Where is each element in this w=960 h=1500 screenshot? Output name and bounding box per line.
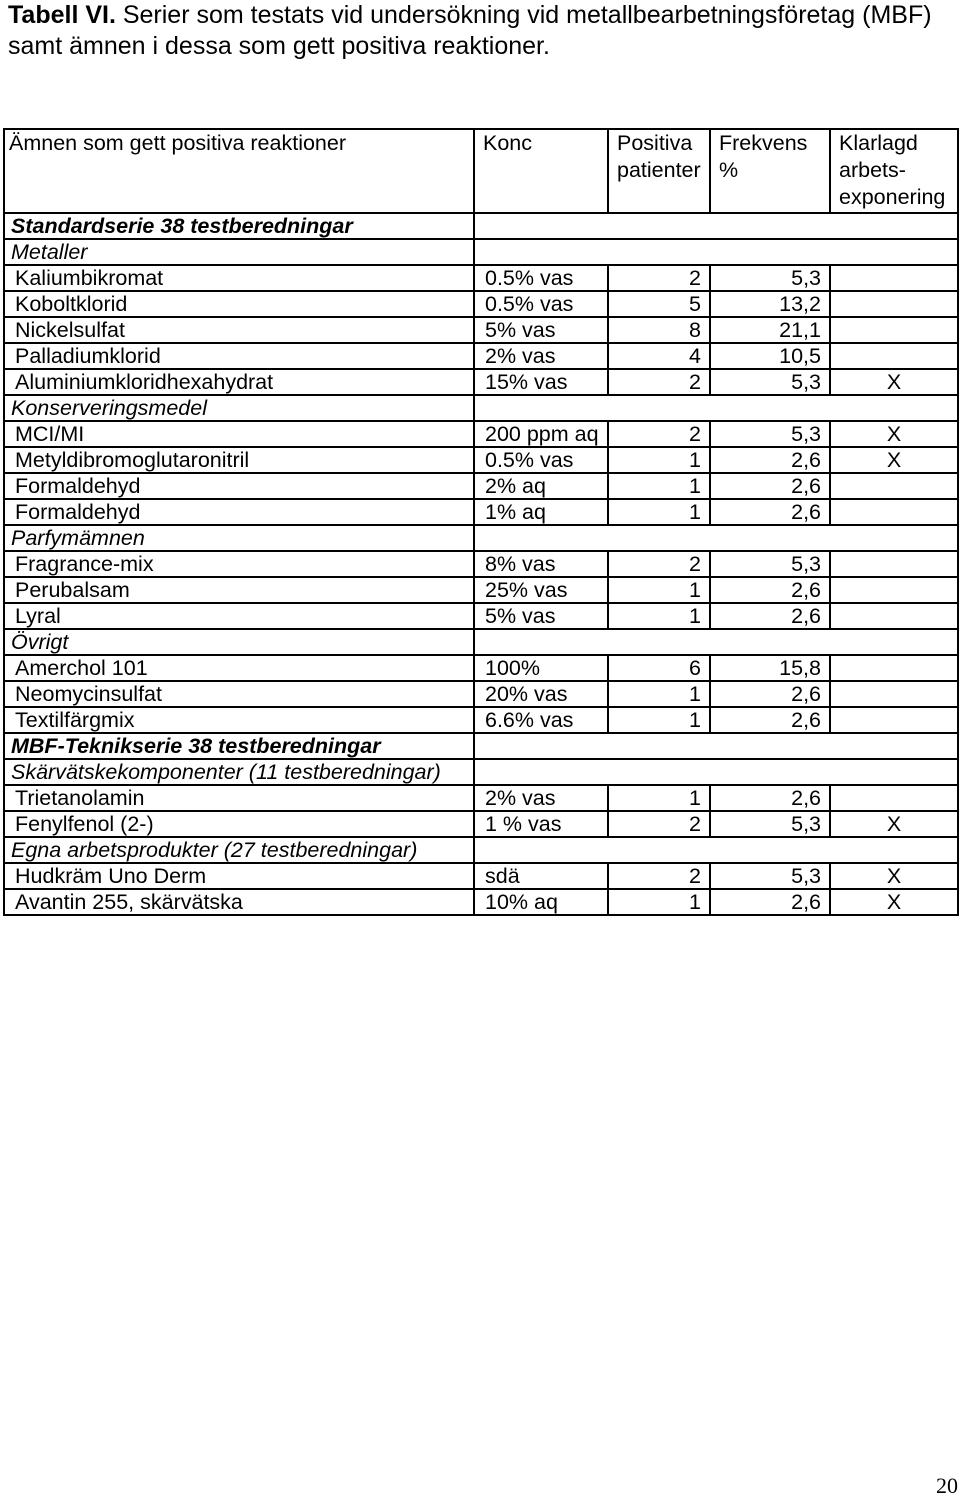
empty-cell xyxy=(608,213,710,239)
empty-cell xyxy=(830,239,958,265)
category-heading: Övrigt xyxy=(4,629,474,655)
frequency-cell: 5,3 xyxy=(710,863,830,889)
empty-cell xyxy=(474,837,608,863)
exposure-cell xyxy=(830,707,958,733)
substance-cell: Metyldibromoglutaronitril xyxy=(4,447,474,473)
concentration-cell: 10% aq xyxy=(474,889,608,915)
table-row xyxy=(4,551,958,577)
page-number: 20 xyxy=(936,1473,958,1498)
patients-cell: 2 xyxy=(608,551,710,577)
concentration-cell: 100% xyxy=(474,655,608,681)
frequency-cell: 5,3 xyxy=(710,369,830,395)
substance-cell: Palladiumklorid xyxy=(4,343,474,369)
substance-cell: Fragrance-mix xyxy=(4,551,474,577)
empty-cell xyxy=(830,837,958,863)
category-heading-row xyxy=(4,525,958,551)
substance-cell: Neomycinsulfat xyxy=(4,681,474,707)
concentration-cell: 200 ppm aq xyxy=(474,421,608,447)
frequency-cell: 2,6 xyxy=(710,681,830,707)
exposure-cell: X xyxy=(830,447,958,473)
exposure-cell: X xyxy=(830,369,958,395)
empty-cell xyxy=(474,213,608,239)
empty-cell xyxy=(830,733,958,759)
table-row xyxy=(4,863,958,889)
concentration-cell: 0.5% vas xyxy=(474,447,608,473)
empty-cell xyxy=(830,213,958,239)
exposure-cell xyxy=(830,499,958,525)
table-row xyxy=(4,499,958,525)
table-row xyxy=(4,889,958,915)
frequency-cell: 15,8 xyxy=(710,655,830,681)
table-row xyxy=(4,473,958,499)
substance-cell: Aluminiumkloridhexahydrat xyxy=(4,369,474,395)
table-row xyxy=(4,447,958,473)
category-heading: Egna arbetsprodukter (27 testberedningar) xyxy=(4,837,474,863)
frequency-cell: 13,2 xyxy=(710,291,830,317)
table-row xyxy=(4,343,958,369)
exposure-cell xyxy=(830,317,958,343)
concentration-cell: 2% vas xyxy=(474,785,608,811)
exposure-cell xyxy=(830,785,958,811)
patients-cell: 2 xyxy=(608,421,710,447)
exposure-cell xyxy=(830,681,958,707)
frequency-cell: 21,1 xyxy=(710,317,830,343)
exposure-cell xyxy=(830,343,958,369)
table-row xyxy=(4,265,958,291)
table-row xyxy=(4,369,958,395)
frequency-cell: 5,3 xyxy=(710,551,830,577)
empty-cell xyxy=(608,525,710,551)
patients-cell: 1 xyxy=(608,785,710,811)
concentration-cell: 1 % vas xyxy=(474,811,608,837)
substance-cell: Koboltklorid xyxy=(4,291,474,317)
exposure-cell xyxy=(830,551,958,577)
frequency-cell: 2,6 xyxy=(710,447,830,473)
empty-cell xyxy=(608,837,710,863)
concentration-cell: 15% vas xyxy=(474,369,608,395)
concentration-cell: 2% aq xyxy=(474,473,608,499)
empty-cell xyxy=(710,629,830,655)
table-row xyxy=(4,291,958,317)
substance-cell: Nickelsulfat xyxy=(4,317,474,343)
empty-cell xyxy=(830,759,958,785)
category-heading: Konserveringsmedel xyxy=(4,395,474,421)
category-heading-row xyxy=(4,239,958,265)
header-patients: Positiva patienter xyxy=(608,129,710,213)
table-row xyxy=(4,577,958,603)
exposure-cell: X xyxy=(830,889,958,915)
caption-label: Tabell VI. xyxy=(8,1,116,29)
table-row xyxy=(4,655,958,681)
empty-cell xyxy=(474,395,608,421)
header-exposure: Klarlagd arbets-exponering xyxy=(830,129,958,213)
category-heading-row xyxy=(4,837,958,863)
empty-cell xyxy=(474,759,608,785)
empty-cell xyxy=(710,213,830,239)
patients-cell: 5 xyxy=(608,291,710,317)
patients-cell: 2 xyxy=(608,863,710,889)
concentration-cell: 2% vas xyxy=(474,343,608,369)
empty-cell xyxy=(474,525,608,551)
concentration-cell: 8% vas xyxy=(474,551,608,577)
frequency-cell: 2,6 xyxy=(710,499,830,525)
empty-cell xyxy=(710,239,830,265)
empty-cell xyxy=(474,733,608,759)
empty-cell xyxy=(710,733,830,759)
table-row xyxy=(4,603,958,629)
category-heading-row xyxy=(4,395,958,421)
patients-cell: 2 xyxy=(608,369,710,395)
patients-cell: 2 xyxy=(608,811,710,837)
exposure-cell xyxy=(830,577,958,603)
substance-cell: Perubalsam xyxy=(4,577,474,603)
series-heading-row xyxy=(4,213,958,239)
table-row xyxy=(4,811,958,837)
frequency-cell: 10,5 xyxy=(710,343,830,369)
concentration-cell: 25% vas xyxy=(474,577,608,603)
category-heading: Parfymämnen xyxy=(4,525,474,551)
frequency-cell: 5,3 xyxy=(710,265,830,291)
substance-cell: Trietanolamin xyxy=(4,785,474,811)
empty-cell xyxy=(608,733,710,759)
exposure-cell xyxy=(830,473,958,499)
empty-cell xyxy=(710,837,830,863)
category-heading-row xyxy=(4,759,958,785)
substance-cell: Formaldehyd xyxy=(4,499,474,525)
exposure-cell: X xyxy=(830,421,958,447)
table-row xyxy=(4,785,958,811)
substance-cell: Formaldehyd xyxy=(4,473,474,499)
patients-cell: 1 xyxy=(608,577,710,603)
frequency-cell: 5,3 xyxy=(710,811,830,837)
substance-cell: Textilfärgmix xyxy=(4,707,474,733)
patients-cell: 1 xyxy=(608,681,710,707)
exposure-cell: X xyxy=(830,811,958,837)
substance-cell: MCI/MI xyxy=(4,421,474,447)
exposure-cell xyxy=(830,655,958,681)
empty-cell xyxy=(830,525,958,551)
concentration-cell: 5% vas xyxy=(474,603,608,629)
substance-cell: Amerchol 101 xyxy=(4,655,474,681)
patients-cell: 1 xyxy=(608,603,710,629)
patients-cell: 2 xyxy=(608,265,710,291)
results-table-body xyxy=(4,129,958,915)
empty-cell xyxy=(710,759,830,785)
empty-cell xyxy=(474,629,608,655)
concentration-cell: 6.6% vas xyxy=(474,707,608,733)
exposure-cell: X xyxy=(830,863,958,889)
frequency-cell: 5,3 xyxy=(710,421,830,447)
category-heading-row xyxy=(4,629,958,655)
patients-cell: 1 xyxy=(608,707,710,733)
empty-cell xyxy=(710,395,830,421)
table-row xyxy=(4,317,958,343)
header-frequency: Frekvens % xyxy=(710,129,830,213)
empty-cell xyxy=(830,395,958,421)
empty-cell xyxy=(608,239,710,265)
patients-cell: 1 xyxy=(608,473,710,499)
empty-cell xyxy=(608,395,710,421)
empty-cell xyxy=(474,239,608,265)
category-heading: Skärvätskekomponenter (11 testberedningar) xyxy=(4,759,474,785)
concentration-cell: sdä xyxy=(474,863,608,889)
frequency-cell: 2,6 xyxy=(710,603,830,629)
concentration-cell: 1% aq xyxy=(474,499,608,525)
patients-cell: 1 xyxy=(608,499,710,525)
series-heading: Standardserie 38 testberedningar xyxy=(4,213,474,239)
series-heading: MBF-Teknikserie 38 testberedningar xyxy=(4,733,474,759)
substance-cell: Lyral xyxy=(4,603,474,629)
header-substance: Ämnen som gett positiva reaktioner xyxy=(4,129,474,213)
header-konc: Konc xyxy=(474,129,608,213)
patients-cell: 1 xyxy=(608,889,710,915)
table-caption xyxy=(8,0,952,62)
concentration-cell: 0.5% vas xyxy=(474,265,608,291)
patients-cell: 8 xyxy=(608,317,710,343)
concentration-cell: 20% vas xyxy=(474,681,608,707)
empty-cell xyxy=(830,629,958,655)
patients-cell: 1 xyxy=(608,447,710,473)
frequency-cell: 2,6 xyxy=(710,707,830,733)
concentration-cell: 5% vas xyxy=(474,317,608,343)
category-heading: Metaller xyxy=(4,239,474,265)
series-heading-row xyxy=(4,733,958,759)
substance-cell: Fenylfenol (2-) xyxy=(4,811,474,837)
patients-cell: 6 xyxy=(608,655,710,681)
frequency-cell: 2,6 xyxy=(710,473,830,499)
table-row xyxy=(4,707,958,733)
frequency-cell: 2,6 xyxy=(710,785,830,811)
empty-cell xyxy=(710,525,830,551)
table-row xyxy=(4,681,958,707)
patients-cell: 4 xyxy=(608,343,710,369)
table-row xyxy=(4,421,958,447)
empty-cell xyxy=(608,759,710,785)
substance-cell: Hudkräm Uno Derm xyxy=(4,863,474,889)
caption-text: Serier som testats vid undersökning vid metallbearbetningsföretag (MBF) samt ämnen i dessa som gett positiva reaktioner. xyxy=(8,1,932,60)
header-row xyxy=(4,129,958,213)
exposure-cell xyxy=(830,291,958,317)
frequency-cell: 2,6 xyxy=(710,889,830,915)
exposure-cell xyxy=(830,265,958,291)
empty-cell xyxy=(608,629,710,655)
concentration-cell: 0.5% vas xyxy=(474,291,608,317)
substance-cell: Avantin 255, skärvätska xyxy=(4,889,474,915)
substance-cell: Kaliumbikromat xyxy=(4,265,474,291)
exposure-cell xyxy=(830,603,958,629)
results-table xyxy=(3,128,959,916)
frequency-cell: 2,6 xyxy=(710,577,830,603)
